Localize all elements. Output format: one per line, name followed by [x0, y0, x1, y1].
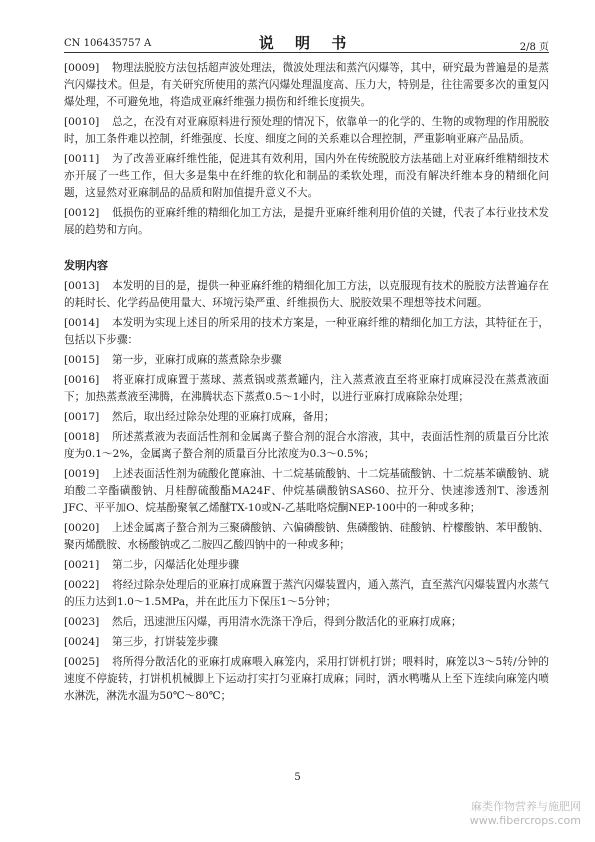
paragraph: [64, 352, 549, 369]
paragraph-text: 第一步，亚麻打成麻的蒸煮除杂步骤: [112, 354, 282, 366]
paragraph: [64, 372, 549, 406]
paragraph: [64, 315, 549, 349]
paragraph-text: 本发明的目的是，提供一种亚麻纤维的精细化加工方法，以克服现有技术的脱胶方法普遍存在的耗时长、化学药品使用量大、环境污染严重、纤维损伤大、脱胶效果不理想等技术问题。: [64, 280, 549, 309]
paragraph: [64, 151, 549, 202]
paragraph-text: 总之，在没有对亚麻原料进行预处理的情况下，依靠单一的化学的、生物的或物理的作用脱胶时，加工条件难以控制，纤维强度、长度、细度之间的关系难以合理控制，严重影响亚麻产品品质。: [64, 116, 549, 145]
paragraph: [64, 114, 549, 148]
paragraph: [64, 205, 549, 239]
paragraph-text: 上述表面活性剂为硫酸化蓖麻油、十二烷基硫酸钠、十二烷基硫酸钠、十二烷基苯磺酸钠、琥珀酸二辛酯磺酸钠、月桂醇硫酸酯MA24F、仲烷基磺酸钠SAS60、拉开分、快速渗透剂T、渗透剂JFC、平平加O、烷基酚聚氧乙烯醚TX-10或N-乙基吡咯烷酮NEP-100中的一种或多种；: [64, 468, 549, 514]
paragraph-number: [0025]: [64, 656, 100, 668]
paragraph-text: 物理法脱胶方法包括超声波处理法，微波处理法和蒸汽闪爆等，其中，研究最为普遍是的是蒸汽闪爆技术。但是，有关研究所使用的蒸汽闪爆处理温度高、压力大，特别是，往往需要多次的重复闪爆处理，不可避免地，将造成亚麻纤维强力损伤和纤维长度损失。: [64, 62, 549, 108]
paragraph-number: [0024]: [64, 636, 100, 648]
paragraph-number: [0018]: [64, 431, 100, 443]
paragraph-text: 然后，迅速泄压闪爆，再用清水洗涤干净后，得到分散活化的亚麻打成麻；: [112, 616, 462, 628]
document-title: 说 明 书: [258, 34, 355, 52]
paragraph-number: [0017]: [64, 411, 100, 423]
paragraph-text: 将亚麻打成麻置于蒸球、蒸煮锅或蒸煮罐内，注入蒸煮液直至将亚麻打成麻浸没在蒸煮液面下；加热蒸煮液至沸腾，在沸腾状态下蒸煮0.5～1小时，以进行亚麻打成麻除杂处理；: [64, 374, 549, 403]
paragraph: [64, 466, 549, 517]
section-title: 发明内容: [64, 259, 108, 272]
paragraph-text: 低损伤的亚麻纤维的精细化加工方法，是提升亚麻纤维利用价值的关键，代表了本行业技术发展的趋势和方向。: [64, 207, 549, 236]
paragraph-text: 所述蒸煮液为表面活性剂和金属离子螯合剂的混合水溶液，其中，表面活性剂的质量百分比浓度为0.1～2%，金属离子螯合剂的质量百分比浓度为0.3～0.5%；: [64, 431, 549, 460]
watermark-line-2: www.fibercrops.com: [469, 814, 581, 827]
paragraph-list-bottom: [64, 278, 549, 705]
publication-number: CN 106435757 A: [64, 38, 152, 49]
paragraph: [64, 278, 549, 312]
paragraph-text: 本发明为实现上述目的所采用的技术方案是，一种亚麻纤维的精细化加工方法，其特征在于，包括以下步骤：: [64, 317, 549, 346]
paragraph-text: 为了改善亚麻纤维性能，促进其有效利用，国内外在传统脱胶方法基础上对亚麻纤维精细技术亦开展了一些工作，但大多是集中在纤维的软化和制品的柔软处理，而没有解决纤维本身的精细化问题，这显然对亚麻制品的品质和附加值提升意义不大。: [64, 153, 549, 199]
paragraph-text: 上述金属离子螯合剂为三聚磷酸钠、六偏磷酸钠、焦磷酸钠、硅酸钠、柠檬酸钠、苯甲酸钠、聚丙烯酰胺、水杨酸钠或乙二胺四乙酸四钠中的一种或多种；: [64, 522, 549, 551]
paragraph: [64, 557, 549, 574]
watermark-line-1: 麻类作物营养与施肥网: [471, 800, 581, 813]
document-body: [64, 60, 549, 708]
paragraph-number: [0010]: [64, 116, 100, 128]
paragraph-number: [0019]: [64, 468, 100, 480]
paragraph: [64, 409, 549, 426]
paragraph: [64, 60, 549, 111]
paragraph: [64, 577, 549, 611]
paragraph-number: [0009]: [64, 62, 100, 74]
paragraph-number: [0011]: [64, 153, 100, 165]
paragraph-number: [0020]: [64, 522, 100, 534]
paragraph-number: [0016]: [64, 374, 100, 386]
paragraph-text: 将经过除杂处理后的亚麻打成麻置于蒸汽闪爆装置内，通入蒸汽，直至蒸汽闪爆装置内水蒸气的压力达到1.0～1.5MPa，并在此压力下保压1～5分钟；: [64, 579, 549, 608]
paragraph-number: [0021]: [64, 559, 100, 571]
paragraph-list-top: [64, 60, 549, 239]
page-footer: [0, 772, 595, 783]
paragraph: [64, 634, 549, 651]
page-number: 5: [294, 772, 301, 783]
paragraph-text: 将所得分散活化的亚麻打成麻喂入麻笼内，采用打饼机打饼；喂料时，麻笼以3～5转/分钟的速度不停旋转，打饼机机械脚上下运动打实打匀亚麻打成麻；同时，洒水鸭嘴从上至下连续向麻笼内喷水淋洗，淋洗水温为50℃～80℃；: [64, 656, 549, 702]
paragraph-number: [0023]: [64, 616, 100, 628]
paragraph-text: 第二步，闪爆活化处理步骤: [112, 559, 240, 571]
paragraph-number: [0013]: [64, 280, 100, 292]
paragraph-text: 第三步，打饼装笼步骤: [112, 636, 218, 648]
site-watermark: [470, 800, 581, 828]
paragraph-number: [0012]: [64, 207, 100, 219]
paragraph-number: [0014]: [64, 317, 100, 329]
paragraph-number: [0015]: [64, 354, 100, 366]
paragraph: [64, 520, 549, 554]
paragraph-text: 然后，取出经过除杂处理的亚麻打成麻，备用；: [112, 411, 335, 423]
paragraph: [64, 429, 549, 463]
paragraph: [64, 654, 549, 705]
page-header: [64, 30, 549, 53]
page-indicator: 2/8 页: [519, 42, 549, 53]
paragraph: [64, 614, 549, 631]
paragraph-number: [0022]: [64, 579, 100, 591]
